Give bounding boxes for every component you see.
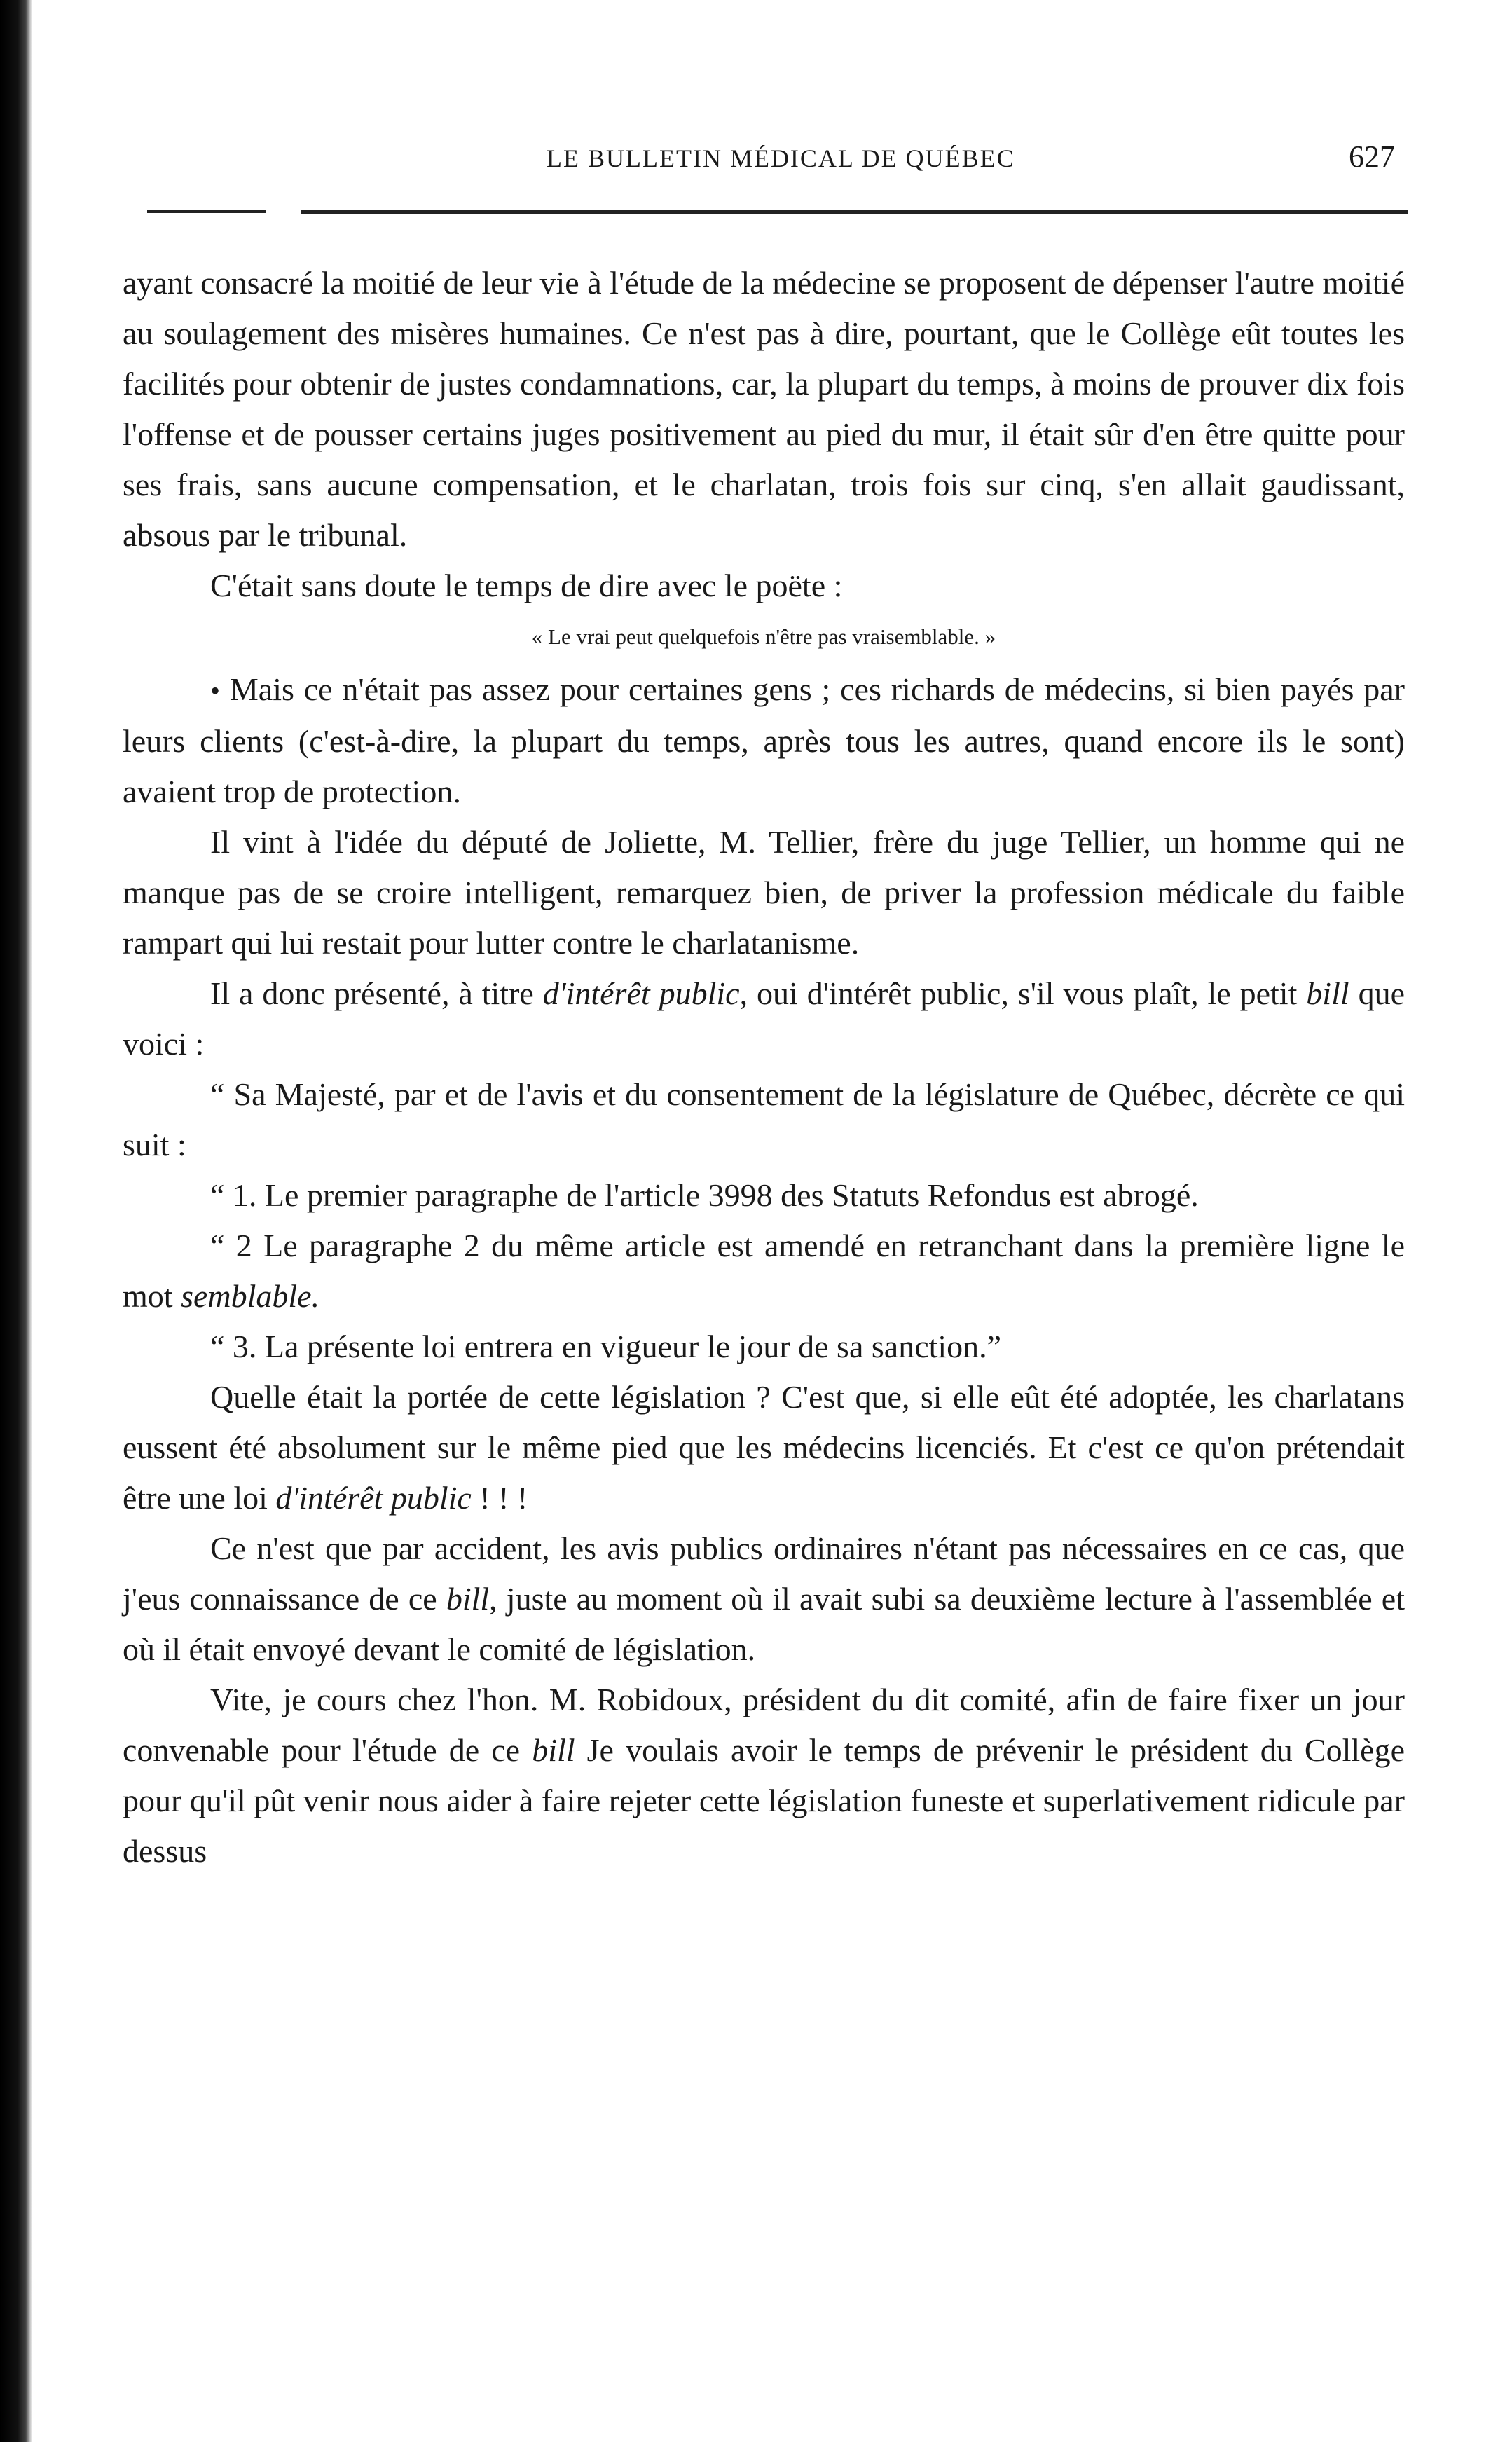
bill-article-2 [123, 1221, 1405, 1322]
paragraph-7-text-a: Ce n'est que par accident, les avis publics ordinaires n'étant pas nécessaires en ce cas, que j'eus connaissance de ce [123, 1530, 1405, 1617]
paragraph-5-italic-b: bill [1306, 975, 1349, 1011]
paragraph-7-italic: bill [446, 1581, 490, 1617]
paragraph-6-italic: d'intérêt public [275, 1480, 472, 1516]
paragraph-6-text-b: ! ! ! [471, 1480, 528, 1516]
paragraph-5 [123, 968, 1405, 1069]
header-rule [301, 210, 1408, 214]
paragraph-8 [123, 1675, 1405, 1877]
paragraph-5-italic-a: d'intérêt public [542, 975, 740, 1011]
paragraph-6 [123, 1372, 1405, 1523]
page-number: 627 [1349, 139, 1395, 174]
paragraph-3-text: Mais ce n'était pas assez pour certaines gens ; ces richards de médecins, si bien payés par leurs clients (c'est-à-dire, la plupart du temps, après tous les autres, quand encore ils le sont) avaient trop de protection. [123, 671, 1405, 809]
paragraph-8-text-a: Vite, je cours chez l'hon. M. Robidoux, président du dit comité, afin de faire fixer un jour convenable pour l'étude de ce [123, 1682, 1405, 1768]
poet-quote: « Le vrai peut quelquefois n'être pas vraisemblable. » [531, 624, 996, 649]
paragraph-1: ayant consacré la moitié de leur vie à l'étude de la médecine se proposent de dépenser l'autre moitié au soulagement des misères humaines. Ce n'est pas à dire, pourtant, que le Collège eût toutes les facilités pour obtenir de justes condamnations, car, la plupart du temps, à moins de prouver dix fois l'offense et de pousser certains juges positivement au pied du mur, il était sûr d'en être quitte pour ses frais, sans aucune compensation, et le charlatan, trois fois sur cinq, s'en allait gaudissant, absous par le tribunal. [123, 265, 1405, 553]
paragraph-4: Il vint à l'idée du député de Joliette, M. Tellier, frère du juge Tellier, un homme qui ne manque pas de se croire intelligent, remarquez bien, de priver la profession médicale du faible rampart qui lui restait pour lutter contre le charlatanisme. [123, 824, 1405, 961]
paragraph-7 [123, 1523, 1405, 1675]
page-binding-edge [0, 0, 32, 2442]
article-body [123, 258, 1405, 1877]
bill-article-2-italic: semblable. [181, 1278, 320, 1314]
running-title: LE BULLETIN MÉDICAL DE QUÉBEC [547, 144, 1015, 172]
paragraph-7-text-b: , juste au moment où il avait subi sa deuxième lecture à l'assemblée et où il était envoyé devant le comité de législation. [123, 1581, 1405, 1667]
paragraph-3 [123, 664, 1405, 817]
paragraph-5-text-c: que voici : [123, 975, 1405, 1062]
bill-article-2-text: “ 2 Le paragraphe 2 du même article est amendé en retranchant dans la première ligne le mot [123, 1228, 1405, 1314]
bullet-mark: • [210, 675, 221, 706]
paragraph-8-italic: bill [532, 1732, 575, 1768]
paragraph-6-text-a: Quelle était la portée de cette législation ? C'est que, si elle eût été adoptée, les charlatans eussent été absolument sur le même pied que les médecins licenciés. Et c'est ce qu'on prétendait être une loi [123, 1379, 1405, 1516]
paragraph-2: C'était sans doute le temps de dire avec le poëte : [210, 568, 843, 603]
bill-preamble: “ Sa Majesté, par et de l'avis et du consentement de la législature de Québec, décrète ce qui suit : [123, 1076, 1405, 1162]
bill-article-3: “ 3. La présente loi entrera en vigueur le jour de sa sanction.” [210, 1329, 1002, 1364]
header-rule-short [147, 210, 266, 213]
paragraph-5-text-a: Il a donc présenté, à titre [210, 975, 543, 1011]
paragraph-8-text-b: Je voulais avoir le temps de prévenir le président du Collège pour qu'il pût venir nous aider à faire rejeter cette législation funeste et superlativement ridicule par dessus [123, 1732, 1405, 1869]
paragraph-5-text-b: , oui d'intérêt public, s'il vous plaît, le petit [739, 975, 1307, 1011]
bill-article-1: “ 1. Le premier paragraphe de l'article 3998 des Statuts Refondus est abrogé. [210, 1177, 1199, 1213]
